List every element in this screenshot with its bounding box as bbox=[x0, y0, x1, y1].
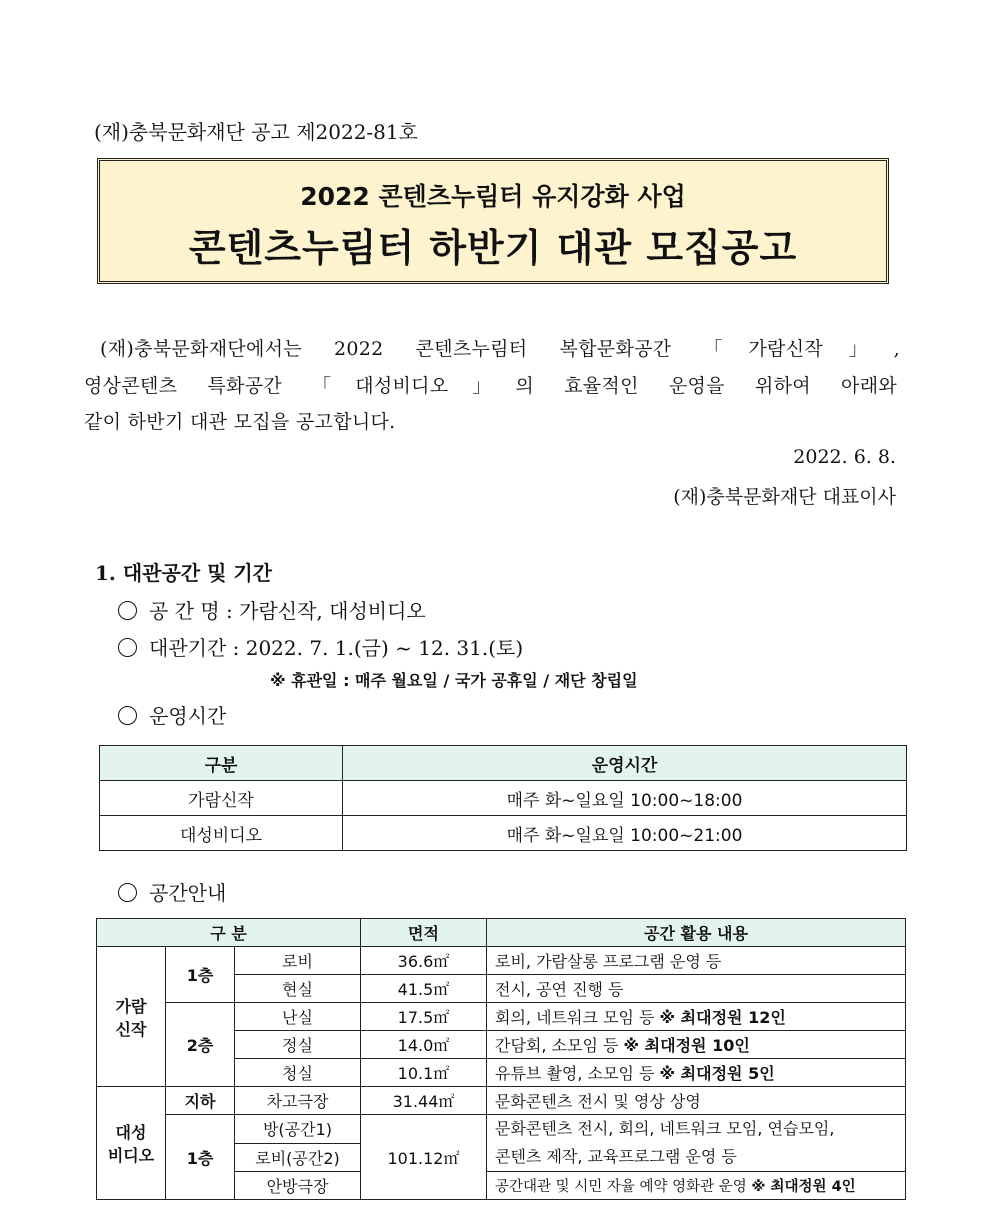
room-area: 17.5㎡ bbox=[361, 1003, 487, 1031]
room-use: 유튜브 촬영, 소모임 등 ※ 최대정원 5인 bbox=[487, 1059, 906, 1087]
notice-number: (재)충북문화재단 공고 제2022-81호 bbox=[94, 120, 418, 144]
room-name: 청실 bbox=[235, 1059, 361, 1087]
circle-bullet-icon bbox=[118, 706, 137, 725]
venue-garam: 가람 신작 bbox=[97, 947, 166, 1087]
room-name: 로비(공간2) bbox=[235, 1143, 361, 1172]
room-area: 101.12㎡ bbox=[361, 1115, 487, 1200]
table-row bbox=[97, 1115, 906, 1144]
venue-daeseong: 대성 비디오 bbox=[97, 1087, 166, 1200]
room-area: 31.44㎡ bbox=[361, 1087, 487, 1115]
room-area: 10.1㎡ bbox=[361, 1059, 487, 1087]
signer: (재)충북문화재단 대표이사 bbox=[673, 486, 896, 508]
circle-bullet-icon bbox=[118, 601, 137, 620]
table-row bbox=[97, 947, 906, 975]
hours-header-time: 운영시간 bbox=[343, 746, 907, 781]
capacity-note: ※ 최대정원 12인 bbox=[659, 1008, 786, 1027]
bullet-space-guide: 공간안내 bbox=[118, 877, 226, 906]
room-name: 정실 bbox=[235, 1031, 361, 1059]
room-use: 문화콘텐츠 전시, 회의, 네트워크 모임, 연습모임, 콘텐츠 제작, 교육프로그램 운영 등 bbox=[487, 1115, 906, 1172]
space-header-area: 면적 bbox=[361, 919, 487, 947]
closed-days-note: ※ 휴관일 : 매주 월요일 / 국가 공휴일 / 재단 창립일 bbox=[270, 671, 638, 690]
hours-cell-time: 매주 화~일요일 10:00~18:00 bbox=[343, 781, 907, 816]
intro-line1: (재)충북문화재단에서는 2022 콘텐츠누림터 복합문화공간 「가람신작」, bbox=[100, 338, 900, 360]
table-row bbox=[100, 781, 907, 816]
table-row bbox=[97, 1087, 906, 1115]
capacity-note: ※ 최대정원 5인 bbox=[659, 1064, 775, 1083]
intro-line3: 같이 하반기 대관 모집을 공고합니다. bbox=[84, 411, 396, 433]
room-use: 공간대관 및 시민 자율 예약 영화관 운영 ※ 최대정원 4인 bbox=[487, 1172, 906, 1200]
intro-line2: 영상콘텐츠 특화공간 「대성비디오」의 효율적인 운영을 위하여 아래와 bbox=[84, 375, 897, 397]
room-use: 간담회, 소모임 등 ※ 최대정원 10인 bbox=[487, 1031, 906, 1059]
title-line1: 2022 콘텐츠누림터 유지강화 사업 bbox=[300, 182, 686, 211]
room-area: 36.6㎡ bbox=[361, 947, 487, 975]
room-use: 로비, 가람살롱 프로그램 운영 등 bbox=[487, 947, 906, 975]
bullet-operating-hours: 운영시간 bbox=[118, 700, 226, 729]
title-box bbox=[97, 158, 889, 284]
room-name: 방(공간1) bbox=[235, 1115, 361, 1144]
hours-cell-space: 가람신작 bbox=[100, 781, 343, 816]
room-use: 문화콘텐츠 전시 및 영상 상영 bbox=[487, 1087, 906, 1115]
room-use: 회의, 네트워크 모임 등 ※ 최대정원 12인 bbox=[487, 1003, 906, 1031]
bullet-space-name: 공 간 명 : 가람신작, 대성비디오 bbox=[118, 595, 426, 624]
bullet-rental-period: 대관기간 : 2022. 7. 1.(금) ~ 12. 31.(토) bbox=[118, 632, 523, 661]
space-header-category: 구 분 bbox=[97, 919, 361, 947]
room-name: 로비 bbox=[235, 947, 361, 975]
table-row bbox=[100, 816, 907, 851]
announcement-date: 2022. 6. 8. bbox=[793, 446, 896, 468]
floor-label: 1층 bbox=[166, 1115, 235, 1200]
space-header-use: 공간 활용 내용 bbox=[487, 919, 906, 947]
operating-hours-table bbox=[99, 745, 907, 851]
table-row bbox=[97, 1003, 906, 1031]
section1-heading: 1. 대관공간 및 기간 bbox=[95, 561, 273, 585]
room-area: 41.5㎡ bbox=[361, 975, 487, 1003]
floor-label: 지하 bbox=[166, 1087, 235, 1115]
floor-label: 1층 bbox=[166, 947, 235, 1003]
hours-header-category: 구분 bbox=[100, 746, 343, 781]
space-guide-table bbox=[96, 918, 906, 1200]
title-line2: 콘텐츠누림터 하반기 대관 모집공고 bbox=[188, 226, 798, 270]
room-name: 차고극장 bbox=[235, 1087, 361, 1115]
circle-bullet-icon bbox=[118, 638, 137, 657]
floor-label: 2층 bbox=[166, 1003, 235, 1087]
circle-bullet-icon bbox=[118, 883, 137, 902]
room-use: 전시, 공연 진행 등 bbox=[487, 975, 906, 1003]
hours-cell-space: 대성비디오 bbox=[100, 816, 343, 851]
hours-cell-time: 매주 화~일요일 10:00~21:00 bbox=[343, 816, 907, 851]
room-name: 난실 bbox=[235, 1003, 361, 1031]
capacity-note: ※ 최대정원 10인 bbox=[623, 1036, 750, 1055]
room-area: 14.0㎡ bbox=[361, 1031, 487, 1059]
capacity-note: ※ 최대정원 4인 bbox=[751, 1179, 856, 1195]
room-name: 현실 bbox=[235, 975, 361, 1003]
room-name: 안방극장 bbox=[235, 1172, 361, 1200]
